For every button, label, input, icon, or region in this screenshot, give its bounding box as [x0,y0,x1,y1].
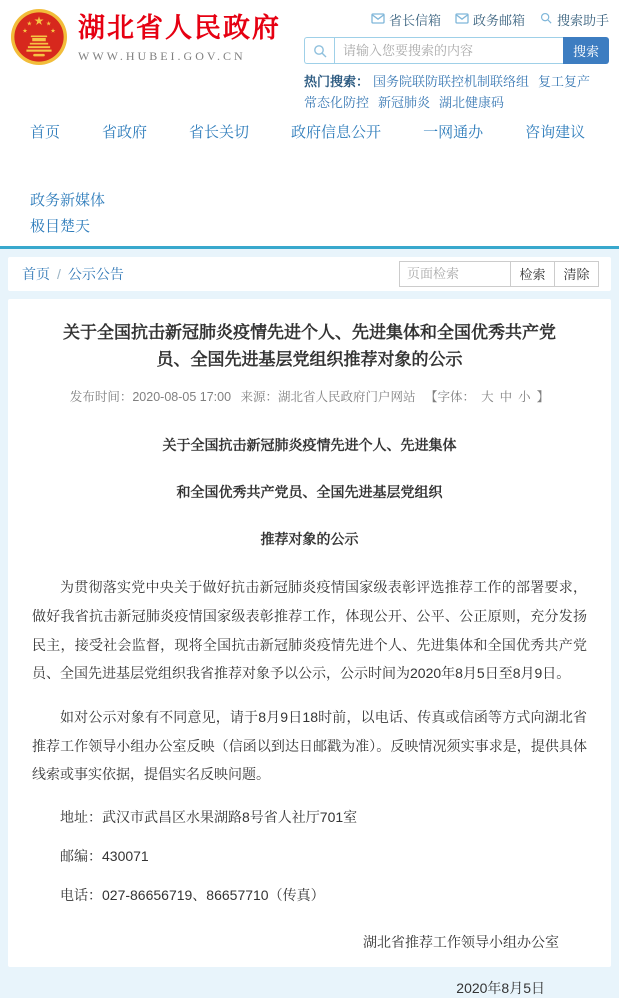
site-search [304,37,609,64]
article-paragraph: 如对公示对象有不同意见，请于8月9日18时前，以电话、传真或信函等方式向湖北省推荐工作领导小组办公室反映（信函以到达日邮戳为准）。反映情况须实事求是，提供具体线索或事实依据，提倡实名反映问题。 [32,709,587,783]
breadcrumb-current[interactable]: 公示公告 [67,265,124,282]
contact-address: 地址：武汉市武昌区水果湖路8号省人社厅701室 [60,809,358,826]
site-url: WWW.HUBEI.GOV.CN [78,48,246,63]
nav-item-one-stop-service[interactable]: 一网通办 [423,123,484,141]
gov-email-link[interactable]: 政务邮箱 [455,10,525,29]
hot-search-link[interactable]: 国务院联防联控机制联络组 [373,74,530,89]
hot-search-label: 热门搜索： [304,74,370,89]
document-title-line: 关于全国抗击新冠肺炎疫情先进个人、先进集体 [162,437,457,454]
breadcrumb-separator: / [57,265,61,282]
search-button[interactable]: 搜索 [563,37,609,64]
article-meta [32,387,587,405]
main-nav [0,118,619,249]
site-logo[interactable] [10,6,281,114]
hot-search [304,71,609,114]
page-body [0,249,619,997]
font-size-label-end: 】 [536,390,550,405]
search-helper-link[interactable]: 搜索助手 [539,10,609,29]
nav-item-new-media[interactable]: 政务新媒体 [30,191,106,209]
page-search [399,261,599,287]
site-header [0,0,619,118]
breadcrumb-bar [8,257,611,291]
search-input[interactable] [334,37,563,64]
contact-postcode: 邮编：430071 [60,848,149,865]
font-size-medium[interactable]: 中 [499,390,513,405]
font-size-label: 【字体： [425,390,476,405]
nav-item-provincial-gov[interactable]: 省政府 [102,123,148,141]
hot-search-link[interactable]: 复工复产 [538,74,591,89]
mailbox-icon [371,12,385,27]
page-search-button[interactable]: 检索 [511,261,555,287]
page-title: 关于全国抗击新冠肺炎疫情先进个人、先进集体和全国优秀共产党员、全国先进基层党组织推荐对象的公示 [63,322,556,370]
governor-mailbox-link[interactable]: 省长信箱 [371,10,441,29]
article-panel [8,299,611,997]
article-source: 来源：湖北省人民政府门户网站 [240,390,416,405]
article-paragraph: 为贯彻落实党中央关于做好抗击新冠肺炎疫情国家级表彰评选推荐工作的部署要求，做好我省抗击新冠肺炎疫情国家级表彰推荐工作，体现公开、公平、公正原则，充分发扬民主，接受社会监督，现将全国抗击新冠肺炎疫情先进个人、先进集体和全国优秀共产党员、全国先进基层党组织我省推荐对象予以公示，公示时间为2020年8月5日至8月9日。 [32,579,587,682]
search-icon [304,37,334,64]
document-title-line: 推荐对象的公示 [260,531,359,548]
hot-search-link[interactable]: 常态化防控 [304,95,370,111]
nav-item-governor-concerns[interactable]: 省长关切 [189,123,250,141]
page-search-clear-button[interactable]: 清除 [555,261,599,287]
magnifier-icon [539,12,553,27]
nav-item-jimu-chutian[interactable]: 极目楚天 [30,217,91,235]
document-title-line: 和全国优秀共产党员、全国先进基层党组织 [176,484,443,501]
signature: 湖北省推荐工作领导小组办公室 [363,934,559,951]
envelope-icon [455,12,469,27]
nav-item-home[interactable]: 首页 [30,123,61,141]
nav-item-consultation[interactable]: 咨询建议 [525,123,586,141]
breadcrumb-home[interactable]: 首页 [22,265,50,282]
font-size-large[interactable]: 大 [481,390,494,405]
signature-date: 2020年8月5日 [456,980,545,997]
hot-search-link[interactable]: 湖北健康码 [439,95,505,111]
contact-phone: 电话：027-86656719、86657710（传真） [60,887,325,904]
publish-time: 发布时间：2020-08-05 17:00 [69,390,232,405]
site-title: 湖北省人民政府 [78,13,281,43]
font-size-small[interactable]: 小 [518,390,531,405]
nav-item-info-disclosure[interactable]: 政府信息公开 [291,123,382,141]
breadcrumb [22,264,124,284]
national-emblem-icon [10,8,68,71]
utility-links [304,10,609,29]
hot-search-link[interactable]: 新冠肺炎 [378,95,431,111]
page-search-input[interactable] [399,261,511,287]
